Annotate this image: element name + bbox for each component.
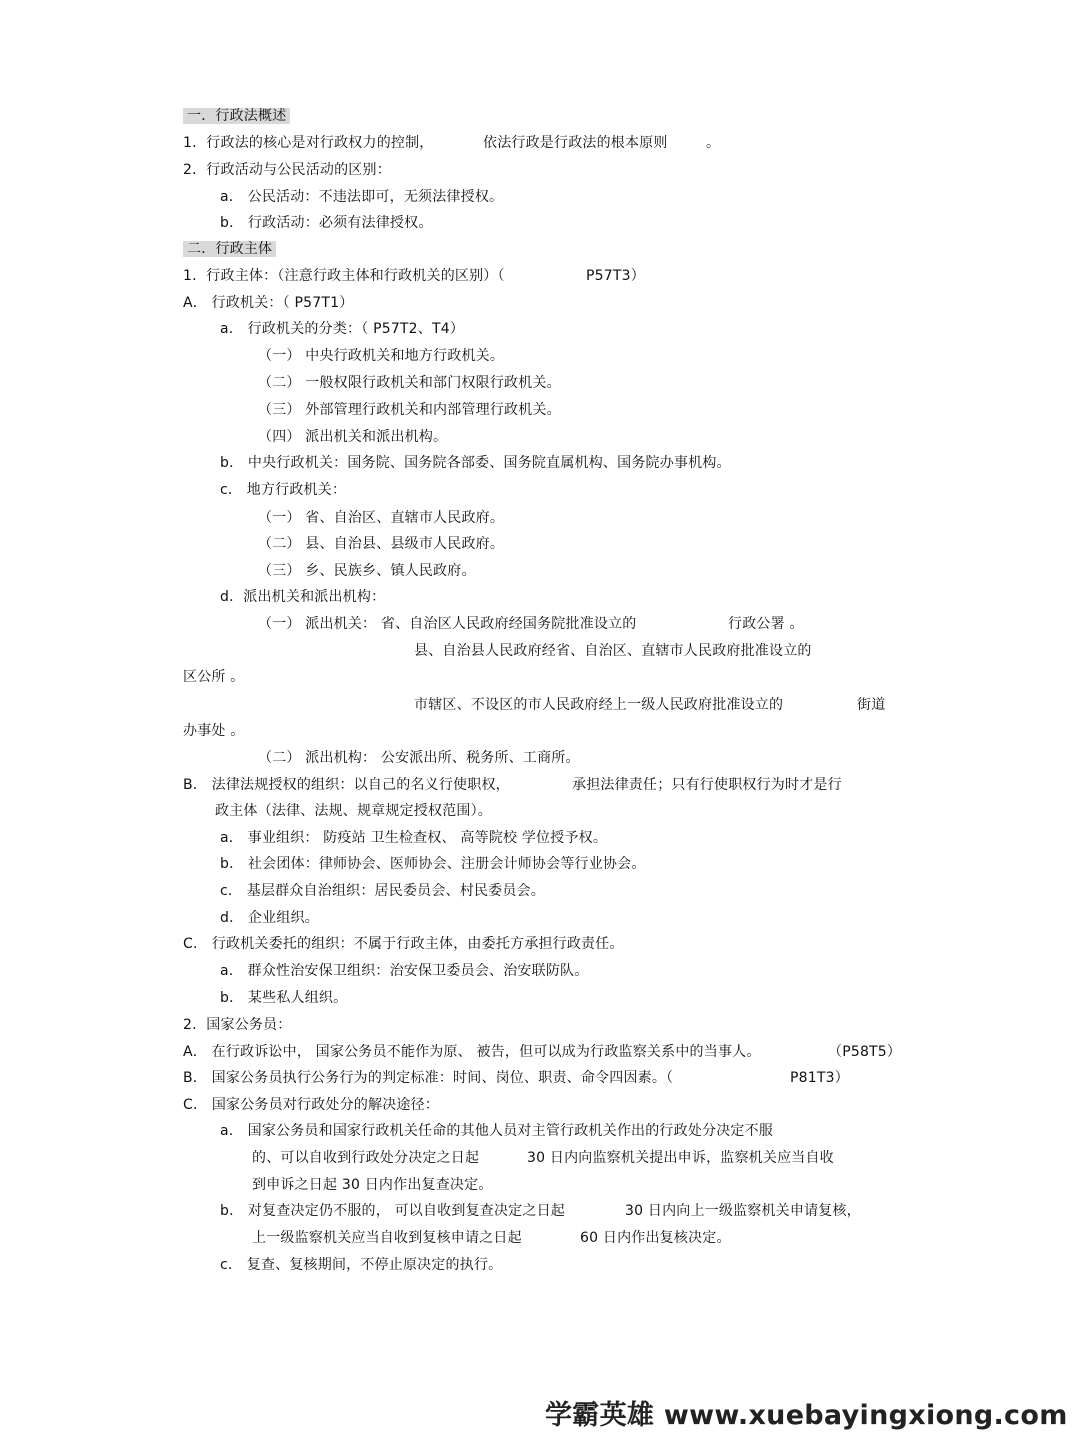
text-line: （二） 县、自治县、县级市人民政府。: [258, 536, 505, 552]
text-line: A． 行政机关：（ P57T1）: [183, 295, 354, 311]
text-line: c． 基层群众自治组织：居民委员会、村民委员会。: [220, 883, 545, 899]
text-line: b． 某些私人组织。: [220, 990, 348, 1006]
text-line: b． 行政活动：必须有法律授权。: [220, 215, 433, 231]
text-line: 2．国家公务员：: [183, 1017, 292, 1033]
text-line: P81T3）: [790, 1070, 849, 1086]
section-heading-1: 一．行政法概述: [183, 107, 290, 125]
text-line: a． 群众性治安保卫组织：治安保卫委员会、治安联防队。: [220, 963, 589, 979]
text-line: 县、自治县人民政府经省、自治区、直辖市人民政府批准设立的: [414, 643, 812, 659]
text-line: （二） 派出机构： 公安派出所、税务所、工商所。: [258, 750, 580, 766]
text-line: 。: [706, 135, 721, 151]
text-line: （四） 派出机关和派出机构。: [258, 429, 448, 445]
text-line: d． 企业组织。: [220, 910, 319, 926]
text-line: 到申诉之日起 30 日内作出复查决定。: [252, 1177, 493, 1193]
text-line: 街道: [857, 697, 886, 713]
text-line: b． 对复查决定仍不服的， 可以自收到复查决定之日起: [220, 1203, 565, 1219]
text-line: 依法行政是行政法的根本原则: [483, 135, 668, 151]
text-line: c． 复查、复核期间，不停止原决定的执行。: [220, 1257, 503, 1273]
text-line: b． 社会团体：律师协会、医师协会、注册会计师协会等行业协会。: [220, 856, 646, 872]
text-line: c． 地方行政机关：: [220, 482, 347, 498]
text-line: （三） 外部管理行政机关和内部管理行政机关。: [258, 402, 561, 418]
watermark: 学霸英雄 www.xuebayingxiong.com: [545, 1400, 1068, 1431]
text-line: 30 日内向上一级监察机关申请复核，: [625, 1203, 861, 1219]
text-line: B． 国家公务员执行公务行为的判定标准：时间、岗位、职责、命令四因素。（: [183, 1070, 674, 1086]
text-line: 60 日内作出复核决定。: [580, 1230, 731, 1246]
text-line: a． 行政机关的分类：（ P57T2、T4）: [220, 321, 465, 337]
text-line: d．派出机关和派出机构：: [220, 589, 386, 605]
text-line: a． 公民活动：不违法即可，无须法律授权。: [220, 189, 504, 205]
text-line: 承担法律责任；只有行使职权行为时才是行: [572, 777, 842, 793]
section-heading-2: 二．行政主体: [183, 240, 276, 258]
text-line: 办事处 。: [183, 723, 245, 739]
text-line: 1．行政法的核心是对行政权力的控制，: [183, 135, 434, 151]
text-line: B． 法律法规授权的组织：以自己的名义行使职权，: [183, 777, 510, 793]
text-line: P57T3）: [586, 268, 645, 284]
text-line: （一） 派出机关： 省、自治区人民政府经国务院批准设立的: [258, 616, 637, 632]
text-line: 行政公署 。: [728, 616, 804, 632]
text-line: （一） 中央行政机关和地方行政机关。: [258, 348, 505, 364]
text-line: 2．行政活动与公民活动的区别：: [183, 162, 391, 178]
text-line: 市辖区、不设区的市人民政府经上一级人民政府批准设立的: [414, 697, 784, 713]
text-line: C． 行政机关委托的组织：不属于行政主体，由委托方承担行政责任。: [183, 936, 624, 952]
text-line: （P58T5）: [828, 1044, 902, 1060]
text-line: a． 事业组织： 防疫站 卫生检查权、 高等院校 学位授予权。: [220, 830, 608, 846]
text-line: （三） 乡、民族乡、镇人民政府。: [258, 563, 476, 579]
text-line: （二） 一般权限行政机关和部门权限行政机关。: [258, 375, 561, 391]
text-line: 区公所 。: [183, 669, 245, 685]
text-line: 1．行政主体：（注意行政主体和行政机关的区别）（: [183, 268, 505, 284]
text-line: 政主体（法律、法规、规章规定授权范围）。: [215, 803, 492, 819]
text-line: 的、可以自收到行政处分决定之日起: [252, 1150, 480, 1166]
text-line: b． 中央行政机关：国务院、国务院各部委、国务院直属机构、国务院办事机构。: [220, 455, 731, 471]
text-line: A． 在行政诉讼中， 国家公务员不能作为原、 被告，但可以成为行政监察关系中的当事人。: [183, 1044, 761, 1060]
text-line: a． 国家公务员和国家行政机关任命的其他人员对主管行政机关作出的行政处分决定不服: [220, 1123, 774, 1139]
text-line: 30 日内向监察机关提出申诉，监察机关应当自收: [527, 1150, 834, 1166]
text-line: 上一级监察机关应当自收到复核申请之日起: [252, 1230, 522, 1246]
text-line: C． 国家公务员对行政处分的解决途径：: [183, 1097, 440, 1113]
text-line: （一） 省、自治区、直辖市人民政府。: [258, 510, 505, 526]
